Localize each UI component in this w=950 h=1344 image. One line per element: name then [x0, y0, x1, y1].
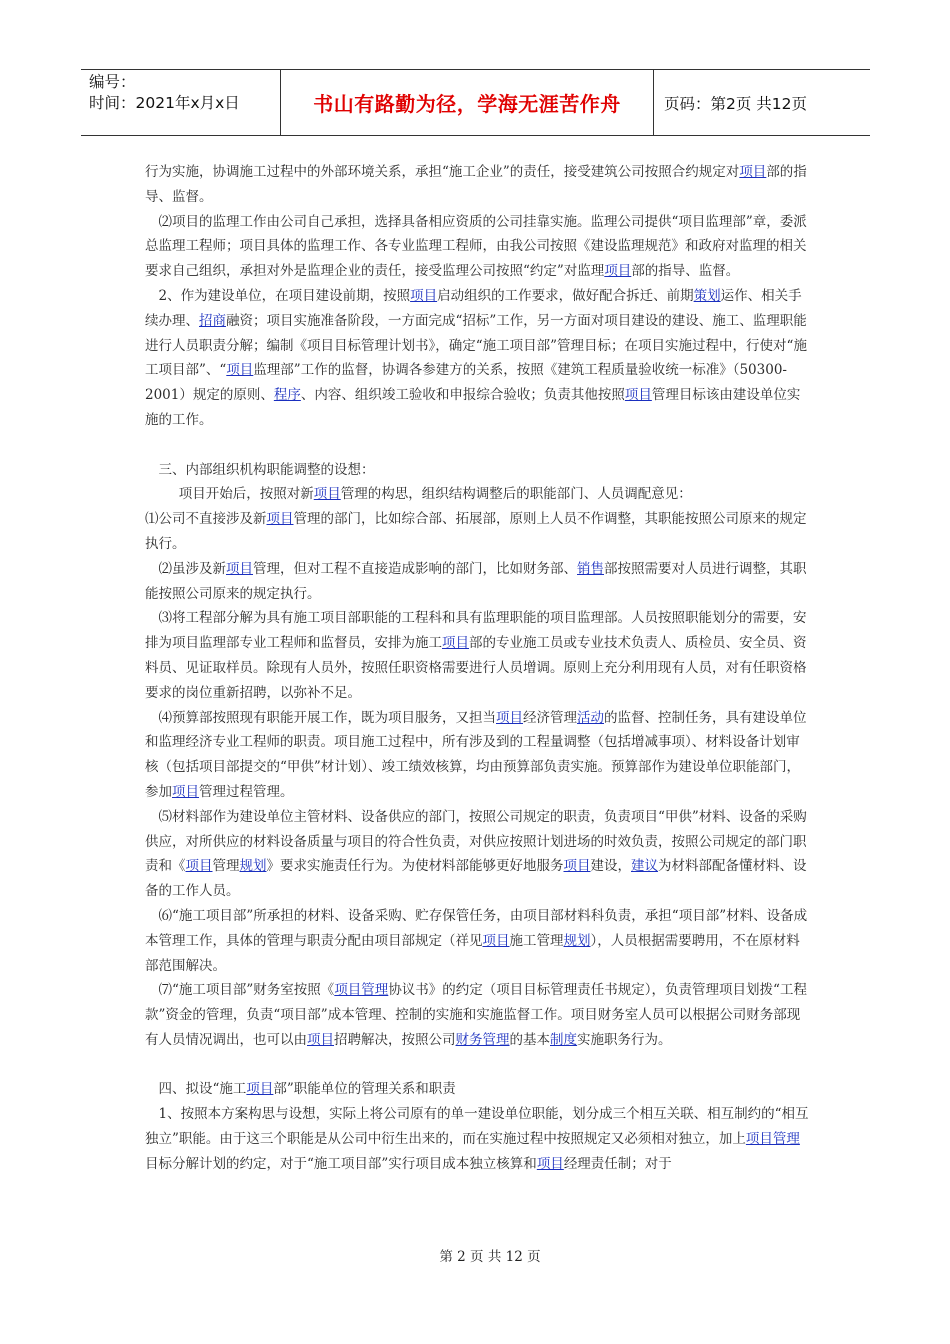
text-run: 项目开始后，按照对新: [178, 486, 314, 503]
text-run: 经济管理: [523, 709, 577, 726]
hyperlink[interactable]: 招商: [199, 312, 226, 329]
hyperlink[interactable]: 项目: [442, 635, 469, 652]
text-run: 管理目标该由建设单位实施的工作。: [145, 387, 801, 428]
paragraph: [145, 160, 811, 210]
header-motto: 书山有路勤为径，学海无涯苦作舟: [313, 92, 621, 116]
hyperlink[interactable]: 项目: [739, 164, 767, 180]
text-run: 部”职能单位的管理关系和职责: [273, 1081, 456, 1098]
paragraph: [145, 706, 811, 805]
text-run: 的基本: [509, 1031, 550, 1048]
hyperlink[interactable]: 项目: [563, 858, 591, 875]
text-run: 四、拟设“施工: [158, 1081, 247, 1098]
hyperlink[interactable]: 项目: [604, 263, 632, 280]
hyperlink[interactable]: 项目: [307, 1031, 334, 1048]
hyperlink[interactable]: 项目管理: [334, 982, 389, 999]
hyperlink[interactable]: 策划: [693, 287, 721, 304]
hyperlink[interactable]: 规划: [239, 858, 267, 875]
hyperlink[interactable]: 项目: [226, 560, 253, 577]
text-run: ），人员根据需要聘用，不在原材料部范围解决。: [145, 932, 800, 974]
document-body: [145, 160, 811, 1177]
paragraph: [145, 482, 811, 507]
hyperlink[interactable]: 程序: [273, 387, 301, 404]
text-run: 施工管理: [509, 932, 564, 949]
header-table: [81, 69, 870, 136]
text-run: ⑵项目的监理工作由公司自己承担，选择具备相应资质的公司挂靠实施。监理公司提供“项目监理部”章，委派总监理工程师；项目具体的监理工作、各专业监理工程师，由我公司按照《建设监理规范》和政府对监理的相关要求自己组织，承担对外是监理企业的责任，接受监理公司按照“约定”对监理: [145, 213, 807, 280]
text-run: 部的专业施工员或专业技术负责人、质检员、安全员、资料员、见证取样员。除现有人员外，按照任职资格需要进行人员增调。原则上充分利用现有人员，对有任职资格要求的岗位重新招聘，以弥补不足。: [145, 635, 807, 701]
text-run: 2、作为建设单位，在项目建设前期，按照: [158, 287, 411, 304]
hyperlink[interactable]: 项目: [624, 387, 652, 404]
hyperlink[interactable]: 财务管理: [455, 1031, 510, 1048]
text-run: 管理的部门，比如综合部、拓展部，原则上人员不作调整，其职能按照公司原来的规定执行。: [145, 511, 807, 552]
text-run: 实施职务行为。: [577, 1031, 672, 1048]
text-run: 部的指导、监督。: [631, 263, 740, 280]
text-run: 的监督、控制任务，具有建设单位和监理经济专业工程师的职责。项目施工过程中，所有涉及到的工程量调整（包括增减事项）、材料设备计划审核（包括项目部提交的“甲供”材计划）、竣工绩效核算，均由预算部负责实施。预算部作为建设单位职能部门，参加: [145, 709, 807, 800]
hyperlink[interactable]: 项目: [410, 287, 438, 304]
hyperlink[interactable]: 项目: [536, 1155, 564, 1172]
text-run: 部的指导、监督。: [145, 164, 807, 205]
paragraph: [145, 978, 811, 1052]
header-page-cell: [654, 70, 870, 135]
hyperlink[interactable]: 项目: [172, 783, 199, 800]
hyperlink[interactable]: 活动: [577, 709, 604, 726]
paragraph: [145, 606, 811, 705]
hyperlink[interactable]: 项目: [226, 362, 254, 379]
hyperlink[interactable]: 项目: [266, 511, 294, 528]
paragraph: [145, 507, 811, 557]
text-run: 目标分解计划的约定，对于“施工项目部”实行项目成本独立核算和: [145, 1155, 537, 1172]
text-run: ⑵虽涉及新: [158, 560, 226, 577]
hyperlink[interactable]: 规划: [563, 932, 591, 949]
header-page-label: 页码：第2页 共12页: [664, 94, 808, 113]
text-run: ⑷预算部按照现有职能开展工作，既为项目服务，又担当: [158, 709, 496, 726]
hyperlink[interactable]: 项目: [313, 486, 341, 503]
text-run: ⑺“施工项目部”财务室按照《: [158, 982, 335, 999]
text-run: 三、内部组织机构职能调整的设想：: [158, 461, 375, 478]
text-run: 建设，: [590, 858, 631, 875]
paragraph: [145, 557, 811, 607]
paragraph: [145, 284, 811, 433]
hyperlink[interactable]: 销售: [577, 560, 604, 577]
text-run: 1、按照本方案构思与设想，实际上将公司原有的单一建设单位职能，划分成三个相互关联、相互制约的“相互独立”职能。由于这三个职能是从公司中衍生出来的，而在实施过程中按照规定又必须相对独立，加上: [145, 1106, 809, 1148]
text-run: 行为实施，协调施工过程中的外部环境关系，承担“施工企业”的责任，接受建筑公司按照合约规定对: [145, 164, 740, 180]
text-run: 管理，但对工程不直接造成影响的部门，比如财务部、: [253, 560, 577, 577]
text-run: ⑶将工程部分解为具有施工项目部职能的工程科和具有监理职能的项目监理部。人员按照职能划分的需要，安排为项目监理部专业工程师和监督员，安排为施工: [145, 610, 807, 652]
header-motto-cell: [281, 70, 654, 135]
paragraph-gap: [145, 1053, 811, 1078]
text-run: 部按照需要对人员进行调整，其职能按照公司原来的规定执行。: [145, 560, 807, 602]
text-run: ⑹“施工项目部”所承担的材料、设备采购、贮存保管任务，由项目部材料科负责，承担“项目部”材料、设备成本管理工作，具体的管理与职责分配由项目部规定（祥见: [145, 907, 808, 949]
text-run: 为材料部配备懂材料、设备的工作人员。: [145, 858, 807, 900]
text-run: 管理的构思，组织结构调整后的职能部门、人员调配意见：: [340, 486, 692, 503]
footer-page-number: 第 2 页 共 12 页: [439, 1249, 541, 1265]
text-run: ⑴公司不直接涉及新: [145, 511, 267, 528]
text-run: 》要求实施责任行为。为使材料部能够更好地服务: [266, 858, 564, 875]
section-heading: [145, 1077, 811, 1102]
hyperlink[interactable]: 项目: [185, 858, 213, 875]
document-time-label: 时间：2021年x月x日: [89, 94, 240, 112]
text-run: 运作、相关手续办理、: [145, 287, 802, 329]
text-run: 经理责任制；对于: [563, 1155, 672, 1172]
hyperlink[interactable]: 建议: [631, 858, 658, 875]
text-run: 融资；项目实施准备阶段，一方面完成“招标”工作，另一方面对项目建设的建设、施工、监理职能进行人员职责分解；编制《项目目标管理计划书》，确定“施工项目部”管理目标；在项目实施过程中，行使对“施工项目部”、“: [145, 312, 807, 379]
text-run: 管理: [212, 858, 240, 875]
paragraph: [145, 1102, 811, 1176]
hyperlink[interactable]: 制度: [550, 1031, 577, 1048]
document-number-label: 编号：: [89, 73, 136, 91]
paragraph: [145, 904, 811, 978]
page-footer: [0, 1245, 950, 1265]
header-meta-cell: [81, 70, 281, 135]
paragraph: [145, 210, 811, 284]
hyperlink[interactable]: 项目: [482, 932, 510, 949]
text-run: 、内容、组织竣工验收和申报综合验收；负责其他按照: [300, 387, 625, 404]
hyperlink[interactable]: 项目管理: [745, 1131, 800, 1148]
text-run: 管理过程管理。: [199, 783, 294, 800]
text-run: 启动组织的工作要求，做好配合拆迁、前期: [437, 287, 694, 304]
hyperlink[interactable]: 项目: [496, 709, 523, 726]
text-run: 监理部”工作的监督，协调各参建方的关系，按照《建筑工程质量验收统一标准》（50300-2001）规定的原则、: [145, 362, 787, 404]
paragraph: [145, 805, 811, 904]
text-run: 协议书》的约定（项目目标管理责任书规定），负责管理项目划拨“工程款”资金的管理，负责“项目部”成本管理、控制的实施和实施监督工作。项目财务室人员可以根据公司财务部现有人员情况调出，也可以由: [145, 982, 807, 1048]
section-heading: [145, 458, 811, 483]
text-run: ⑸材料部作为建设单位主管材料、设备供应的部门，按照公司规定的职责，负责项目“甲供”材料、设备的采购供应，对所供应的材料设备质量与项目的符合性负责，对供应按照计划进场的时效负责，按照公司规定的部门职责和《: [145, 808, 807, 875]
paragraph-gap: [145, 433, 811, 458]
text-run: 招聘解决，按照公司: [334, 1031, 456, 1048]
hyperlink[interactable]: 项目: [246, 1081, 274, 1098]
